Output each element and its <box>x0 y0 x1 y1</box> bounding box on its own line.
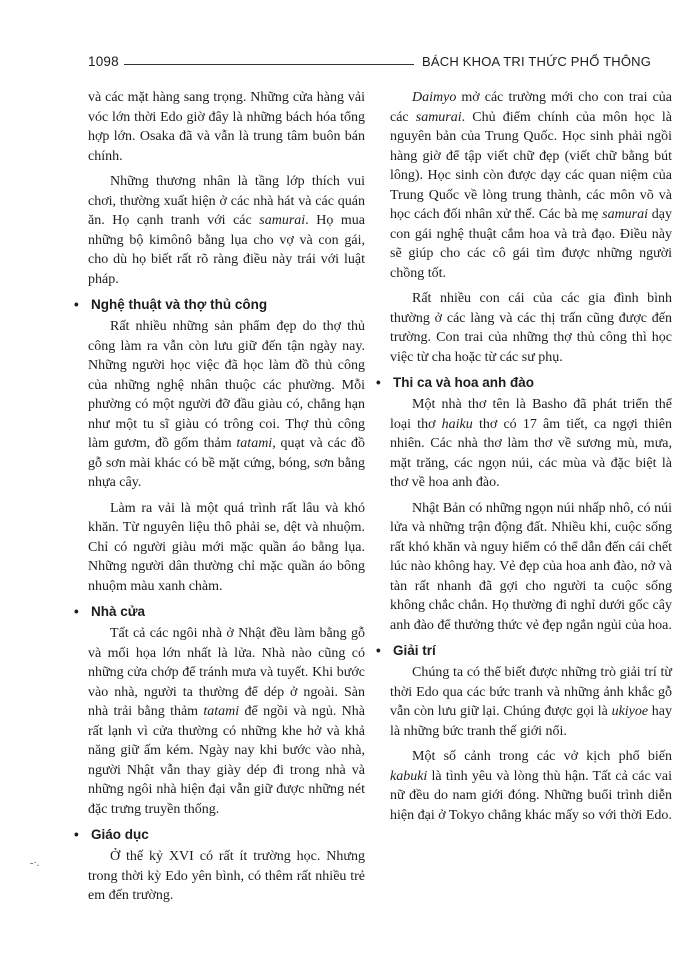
italic-term: kabuki <box>390 768 428 784</box>
paragraph: Chúng ta có thể biết được những trò giải trí từ thời Edo qua các bức tranh và những ảnh khắc gỗ vẫn còn lưu giữ lại. Chúng được gọi là ukiyoe hay là những bức tranh thế giới nổi. <box>390 665 672 739</box>
italic-term: samurai <box>415 109 462 125</box>
paragraph: Rất nhiều những sản phẩm đẹp do thợ thủ công làm ra vẫn còn lưu giữ đến tận ngày nay. Những người học việc đã học làm đồ thủ công của những nghệ nhân thuộc các phường. Mỗi phường có một người đỡ đầu giàu có, chẳng hạn như một tu sĩ giàu có trông coi. Thợ thủ công làm gươm, đồ gốm thảm tatami, quạt và các đồ gỗ sơn mài khác có bề mặt cứng, bóng, sơn bằng nhựa cây. <box>88 319 365 490</box>
paragraph: Làm ra vải là một quá trình rất lâu và khó khăn. Từ nguyên liệu thô phải se, dệt và nhuộm. Chỉ có người giàu mới mặc quần áo bằng lụa. Những người dân thường chỉ mặc quần áo bông nhuộm màu xanh chàm. <box>88 500 365 594</box>
section-heading <box>376 373 672 392</box>
section-heading <box>74 295 365 314</box>
section-heading-text: Nhà cửa <box>91 604 146 619</box>
italic-term: samurai <box>602 207 649 222</box>
italic-term: samurai <box>259 213 306 228</box>
section-heading-text: Nghệ thuật và thợ thủ công <box>91 297 268 312</box>
page-number: 1098 <box>88 54 119 69</box>
bullet-icon: • <box>74 827 79 842</box>
right-column <box>376 88 673 831</box>
paragraph: Một số cảnh trong các vở kịch phổ biến kabuki là tình yêu và lòng thù hận. Tất cả các vai nữ đều do nam giới đóng. Những buổi trình diễn hiện đại ở Tokyo chẳng khác mấy so với thời Edo. <box>390 749 672 823</box>
italic-term: haiku <box>441 416 473 432</box>
italic-term: ukiyoe <box>611 704 649 719</box>
header-rule <box>124 64 414 65</box>
section-heading <box>74 825 365 844</box>
bullet-icon: • <box>376 643 381 658</box>
italic-term: tatami <box>203 704 240 719</box>
page-header <box>0 54 696 78</box>
section-heading <box>376 641 672 660</box>
paragraph: Rất nhiều con cái của các gia đình bình thường ở các làng và các thị trấn cũng được đến trường. Con trai của những thợ thủ công thì học việc từ cha hoặc từ các sư phụ. <box>390 291 672 365</box>
italic-term: Daimyo <box>412 90 457 105</box>
paragraph: Tất cả các ngôi nhà ở Nhật đều làm bằng gỗ và mối họa lớn nhất là lửa. Nhà nào cũng có những cửa chớp để tránh mưa và tuyết. Khi bước vào nhà, người ta thường để dép ở ngoài. Sàn nhà trải bằng thảm tatami để ngồi và ngủ. Nhà rất lạnh vì cửa thường có những khe hở và khả năng giữ ấm kém. Ngày nay khi bước vào nhà, người Nhật vẫn thay giày dép đi trong nhà và những ngôi nhà hiện đại vẫn giữ được những nét đặc trưng truyền thống. <box>88 626 365 817</box>
left-column <box>74 88 366 912</box>
bullet-icon: • <box>74 604 79 619</box>
bullet-icon: • <box>74 297 79 312</box>
section-heading-text: Giáo dục <box>91 827 149 842</box>
section-heading-text: Giải trí <box>393 643 436 658</box>
bullet-icon: • <box>376 375 381 390</box>
paragraph: Những thương nhân là tầng lớp thích vui chơi, thường xuất hiện ở các nhà hát và các quán ăn. Họ cạnh tranh với các samurai. Họ mua những bộ kimônô bằng lụa cho vợ và con gái, cho dù họ biết rất rõ ràng điều này trái với luật pháp. <box>88 174 366 287</box>
paragraph: Nhật Bản có những ngọn núi nhấp nhô, có núi lửa và những trận động đất. Nhiều khi, cuộc sống rất khó khăn và nguy hiểm có thể dẫn đến cái chết lúc nào không hay. Vẻ đẹp của hoa anh đào, nở và tàn rất nhanh đã gợi cho người ta cuộc sống không chắc chắn. Họ thường đi nghỉ dưới gốc cây anh đào để thưởng thức vẻ đẹp ngắn ngủi của hoa. <box>390 500 672 633</box>
section-heading <box>74 602 365 621</box>
book-title: BÁCH KHOA TRI THỨC PHỔ THÔNG <box>422 54 652 69</box>
paragraph: Ở thế kỷ XVI có rất ít trường học. Nhưng trong thời kỳ Edo yên bình, có thêm rất nhiều trẻ em đến trường. <box>88 849 365 903</box>
italic-term: tatami <box>236 436 273 451</box>
paragraph: và các mặt hàng sang trọng. Những cửa hàng vải vóc lớn thời Edo giờ đây là những bách hóa tổng hợp lớn. Osaka đã và vẫn là trung tâm buôn bán chính. <box>88 90 365 164</box>
paragraph: Daimyo mở các trường mới cho con trai của các samurai. Chủ điểm chính của môn học là nguyên bản của Trung Quốc. Học sinh phải ngồi hàng giờ để tập viết chữ đẹp (viết chữ bằng bút lông). Học sinh còn được dạy các quan niệm của Trung Quốc về lòng trung thành, các môn võ và học cách đối nhân xử thế. Các bà mẹ samurai dạy con gái nghệ thuật cắm hoa và trà đạo. Điều này sẽ giúp cho các cô gái tìm được những người chồng tốt. <box>390 90 673 281</box>
section-heading-text: Thi ca và hoa anh đào <box>393 375 535 390</box>
paragraph: Một nhà thơ tên là Basho đã phát triển thể loại thơ haiku thơ có 17 âm tiết, ca ngợi thiên nhiên. Các nhà thơ làm thơ về sương mù, mưa, mặt trăng, các ngọn núi, các mùa và đặc biệt là thơ về hoa anh đào. <box>390 397 672 490</box>
margin-mark: -·. <box>30 858 40 869</box>
